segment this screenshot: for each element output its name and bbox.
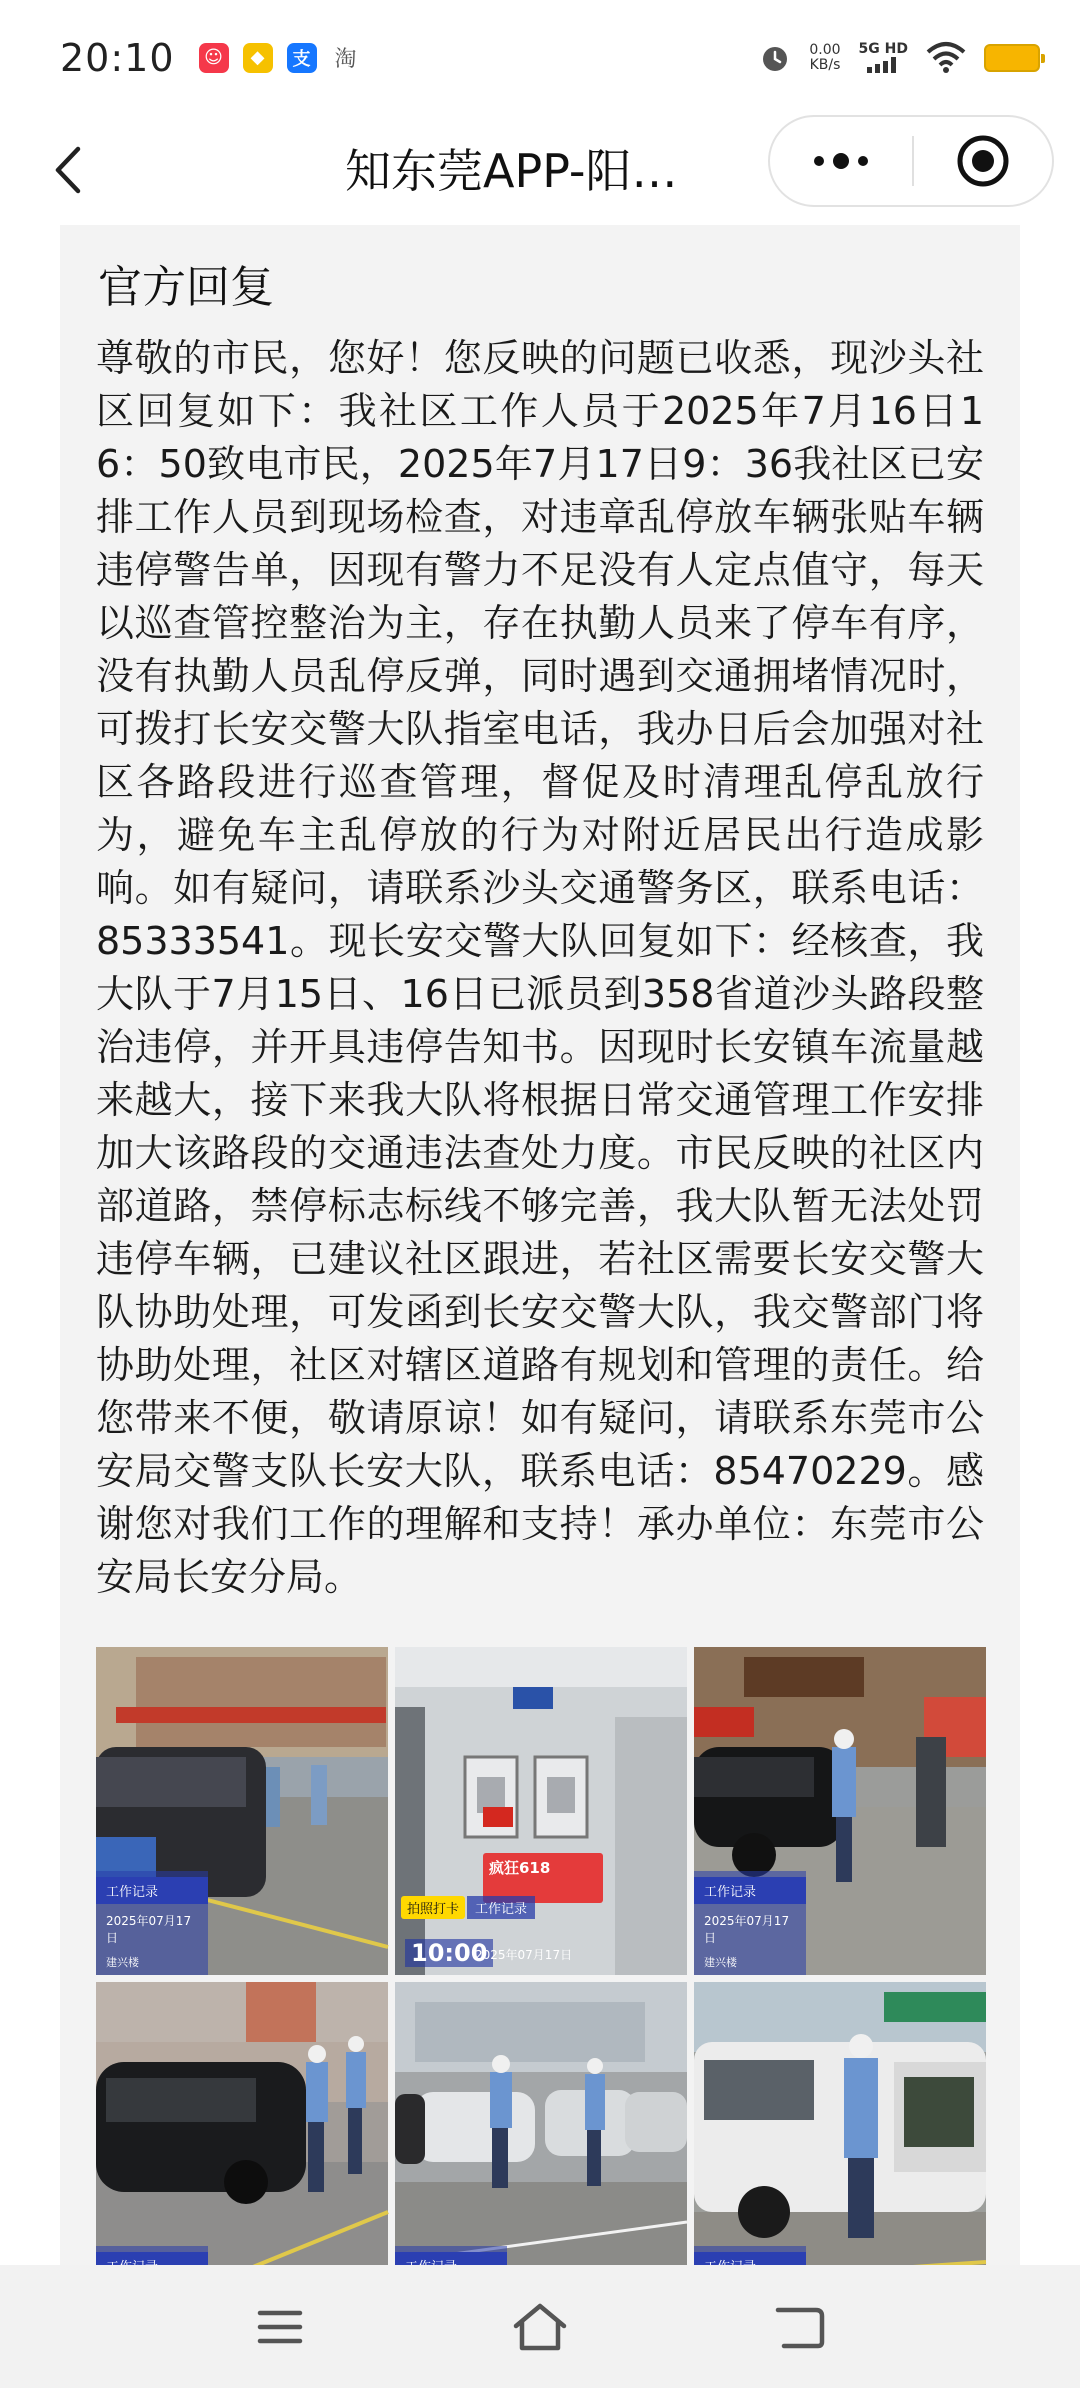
net-speed-value: 0.00 xyxy=(809,41,841,58)
red-app-icon: ☺ xyxy=(199,43,229,73)
recent-apps-button[interactable] xyxy=(245,2292,315,2362)
photo-watermark xyxy=(96,1871,208,1975)
photo-thumbnail[interactable] xyxy=(694,1647,986,1975)
photo-thumbnail[interactable] xyxy=(96,1982,388,2310)
status-bar xyxy=(0,0,1080,115)
photo-thumbnail[interactable] xyxy=(395,1982,687,2310)
photo-watermark xyxy=(395,1857,687,1975)
cell-signal-icon xyxy=(865,57,901,73)
photo-thumbnail[interactable] xyxy=(694,1982,986,2310)
watermark-date: 2025年07月17日 xyxy=(475,1948,573,1962)
reply-heading: 官方回复 xyxy=(98,262,274,313)
taobao-icon: 淘 xyxy=(334,47,357,72)
capsule-menu xyxy=(768,115,1054,207)
official-reply-card xyxy=(60,225,1020,2265)
page-title: 知东莞APP-阳… xyxy=(345,144,678,198)
promo-poster: 疯狂618 xyxy=(483,1853,603,1903)
wifi-icon xyxy=(926,42,966,74)
status-time: 20:10 xyxy=(60,35,175,80)
close-mini-program-button[interactable] xyxy=(914,117,1052,205)
watermark-badge: 拍照打卡 xyxy=(401,1896,465,1919)
cell-signal xyxy=(859,42,908,73)
status-right xyxy=(759,42,1040,74)
watermark-clock: 10:00 xyxy=(405,1939,493,1967)
more-dot-icon xyxy=(833,153,849,169)
watermark-place: 建兴楼 xyxy=(106,1956,139,1969)
battery-icon xyxy=(984,44,1040,72)
watermark-date: 2025年07月17日 xyxy=(106,1914,192,1945)
chevron-left-icon xyxy=(52,145,84,195)
home-icon xyxy=(510,2302,570,2352)
back-arrow-icon xyxy=(774,2304,826,2350)
watermark-date: 2025年07月17日 xyxy=(704,1914,790,1945)
net-speed xyxy=(809,43,840,73)
watermark-label: 工作记录 xyxy=(694,1877,806,1904)
target-circle-icon xyxy=(955,133,1011,189)
mini-program-nav-bar xyxy=(0,115,1080,225)
net-speed-unit: KB/s xyxy=(809,56,841,73)
watermark-label: 工作记录 xyxy=(96,1877,208,1904)
signal-label: 5G HD xyxy=(858,41,908,57)
alipay-icon: 支 xyxy=(287,43,317,73)
more-button[interactable] xyxy=(770,117,912,205)
photo-thumbnail[interactable] xyxy=(96,1647,388,1975)
photo-grid xyxy=(96,1647,986,2310)
menu-lines-icon xyxy=(256,2307,304,2347)
back-button[interactable] xyxy=(38,137,98,203)
photo-watermark xyxy=(694,1871,806,1975)
photo-thumbnail[interactable] xyxy=(395,1647,687,1975)
back-system-button[interactable] xyxy=(765,2292,835,2362)
home-button[interactable] xyxy=(505,2292,575,2362)
system-navigation-bar xyxy=(0,2265,1080,2388)
alarm-icon xyxy=(759,42,791,74)
yellow-app-icon: ◆ xyxy=(243,43,273,73)
more-dot-icon xyxy=(814,156,824,166)
watermark-label: 工作记录 xyxy=(467,1896,535,1919)
notification-icons xyxy=(199,43,361,73)
reply-body: 尊敬的市民，您好！您反映的问题已收悉，现沙头社区回复如下：我社区工作人员于2025年7月16日16：50致电市民，2025年7月17日9：36我社区已安排工作人员到现场检查，对违章乱停放车辆张贴车辆违停警告单，因现有警力不足没有人定点值守，每天以巡查管控整治为主，存在执勤人员来了停车有序，没有执勤人员乱停反弹，同时遇到交通拥堵情况时，可拨打长安交警大队指室电话，我办日后会加强对社区各路段进行巡查管理，督促及时清理乱停乱放行为，避免车主乱停放的行为对附近居民出行造成影响。如有疑问，请联系沙头交通警务区，联系电话：85333541。现长安交警大队回复如下：经核查，我大队于7月15日、16日已派员到358省道沙头路段整治违停，并开具违停告知书。因现时长安镇车流量越来越大，接下来我大队将根据日常交通管理工作安排加大该路段的交通违法查处力度。市民反映的社区内部道路，禁停标志标线不够完善，我大队暂无法处罚违停车辆，已建议社区跟进，若社区需要长安交警大队协助处理，可发函到长安交警大队，我交警部门将协助处理，社区对辖区道路有规划和管理的责任。给您带来不便，敬请原谅！如有疑问，请联系东莞市公安局交警支队长安大队，联系电话：85470229。感谢您对我们工作的理解和支持！承办单位：东莞市公安局长安分局。 xyxy=(96,336,984,1599)
more-dot-icon xyxy=(858,156,868,166)
watermark-place: 建兴楼 xyxy=(704,1956,737,1969)
